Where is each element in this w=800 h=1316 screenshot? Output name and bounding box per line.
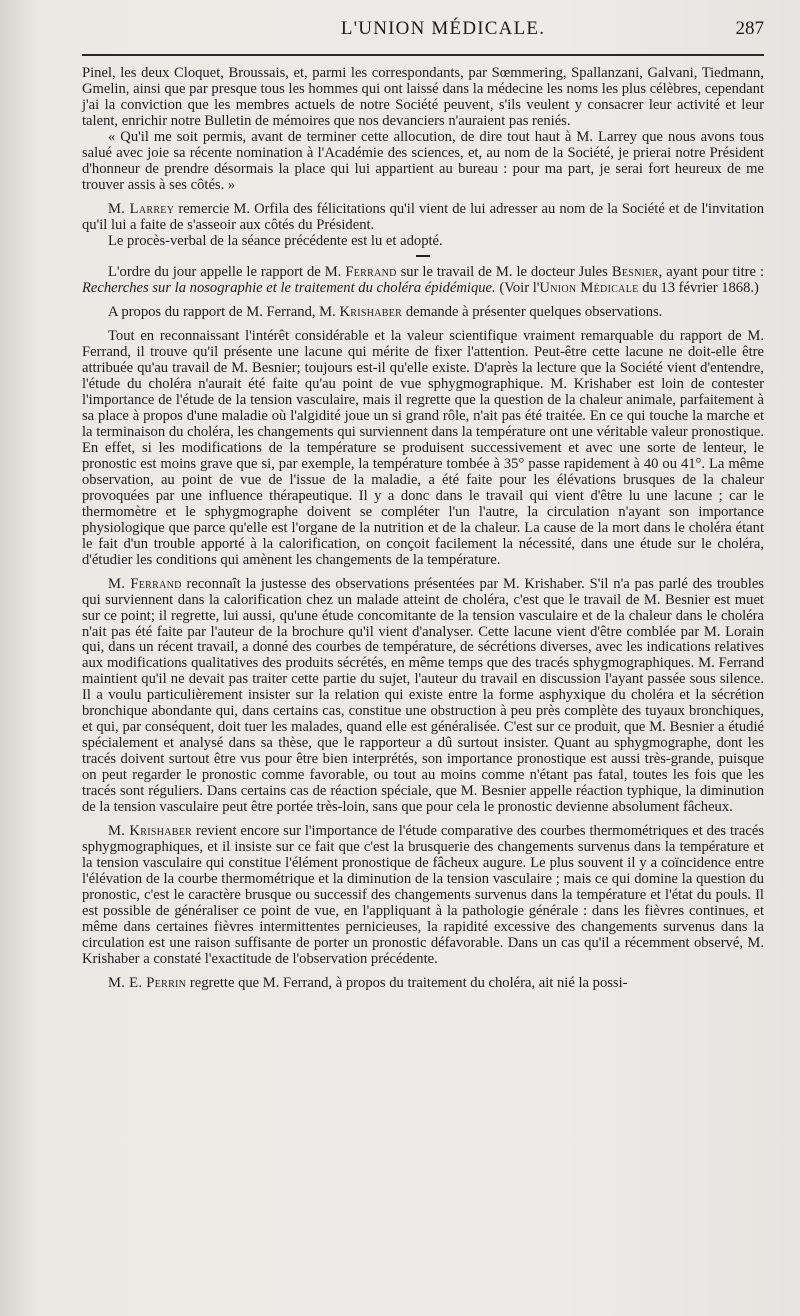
text-segment: , ayant pour titre :	[658, 264, 765, 281]
paragraph-6	[82, 305, 764, 321]
paragraph-9	[82, 824, 764, 968]
text-segment: demande à présenter quelques observations.	[405, 304, 663, 321]
paragraph-text: revient encore sur l'importance de l'étude comparative des courbes thermométriques et des tracés sphygmographiques, et il insiste sur ce fait que c'est la brusquerie des changements survenus dans la température et la tension vasculaire qui constitue l'élément pronostique de fâcheux augure. Le plus souvent il y a coïncidence entre l'élévation de la courbe thermométrique et la diminution de la tension vasculaire ; mais ce qui domine la question du pronostic, c'est le caractère brusque ou successif des changements survenus dans la température et l'état du pouls. Il est possible de généraliser ce point de vue, en l'appliquant à la pathologie générale : dans les fièvres continues, et même dans certaines fièvres intermittentes pernicieuses, la rapidité excessive des changements survenus dans la circulation est une raison suffisante de porter un pronostic défavorable. Dans un cas qu'il a récemment observé, M. Krishaber a constaté l'exactitude de l'observation précédente.	[82, 822, 765, 967]
speaker-name: M. Ferrand	[108, 575, 182, 592]
speaker-name: M. Larrey	[108, 200, 175, 217]
text-segment: sur le travail de M. le docteur Jules	[400, 264, 608, 281]
author-name: Besnier	[611, 264, 659, 281]
text-segment: A propos du rapport de M. Ferrand, M.	[108, 304, 336, 321]
work-title: Recherches sur la nosographie et le traitement du choléra épidémique.	[82, 280, 496, 297]
rapporteur-name: Ferrand	[345, 264, 397, 281]
journal-name: Union Médicale	[539, 280, 639, 297]
text-segment: L'ordre du jour appelle le rapport de M.	[108, 264, 342, 281]
running-title: L'UNION MÉDICALE.	[340, 18, 546, 39]
page-number: 287	[735, 18, 764, 39]
paragraph-7: Tout en reconnaissant l'intérêt considérable et la valeur scientifique vraiment remarquable du rapport de M. Ferrand, il trouve qu'il présente une lacune qui mérite de fixer l'attention. Peut-être cette lacune ne doit-elle être attribuée qu'au travail de M. Besnier; toujours est-il qu'elle existe. D'après la lecture que la Société vient d'entendre, l'étude du choléra n'aurait été faite qu'au point de vue sphygmographique. M. Krishaber est loin de contester l'importance de l'étude de la tension vasculaire, mais il regrette que la question de la chaleur animale, parfaitement à sa place à propos d'une maladie où l'algidité joue un si grand rôle, n'ait pas été traitée. En ce qui touche la marche et la terminaison du choléra, les changements qui surviennent dans la température ont une véritable valeur pronostique. En effet, si les modifications de la température se produisent successivement et avec une sorte de lenteur, le pronostic est moins grave que si, par exemple, la température tombée à 35° passe rapidement à 40 ou 41°. La même observation, au point de vue de l'issue de la maladie, a été faite pour les élévations brusques de la chaleur provoquées par une influence thérapeutique. Il y a donc dans le travail qui vient d'être lu une lacune ; car le thermomètre et le sphygmographe doivent se compléter l'un l'autre, la circulation n'ayant son importance physiologique que parce qu'elle est l'organe de la nutrition et de la chaleur. La cause de la mort dans le choléra étant le fait d'un trouble apporté à la calorification, on conçoit facilement la nécessité, dans une étude sur le choléra, d'étudier les conditions qui amènent les changements de la température.	[82, 328, 764, 568]
paragraph-8	[82, 577, 764, 816]
paragraph-2: « Qu'il me soit permis, avant de terminer cette allocution, de dire tout haut à M. Larrey que nous avons tous salué avec joie sa récente nomination à l'Académie des sciences, et, au nom de la Société, je prierai notre Président d'honneur de prendre désormais la place qui lui appartient au bureau : pour ma part, je serai fort heureux de me trouver assis à ses côtés. »	[82, 128, 764, 193]
paragraph-text: reconnaît la justesse des observations présentées par M. Krishaber. S'il n'a pas parlé des troubles qui surviennent dans la calorification chez un malade atteint de choléra, c'est que le travail de M. Besnier est muet sur ce point; il regrette, lui aussi, qu'une étude concomitante de la tension vasculaire et de la chaleur dans le choléra n'ait pas été faite par l'auteur de la brochure qu'il vient d'analyser. Cette lacune vient d'être comblée par M. Lorain qui, dans un récent travail, a donné des courbes de température, de sécrétions diverses, avec les indications relatives aux modifications qualitatives des produits sécrétés, en même temps que des tracés sphygmographiques. M. Ferrand maintient qu'il ne devait pas traiter cette partie du sujet, l'auteur du travail en discussion l'ayant passée sous silence. Il a voulu particulièrement insister sur la relation qui existe entre la forme asphyxique du choléra et la sécrétion bronchique abondante qui, dans certains cas, constitue une obstruction à peu près complète des tuyaux bronchiques, et qui, par conséquent, doit tuer les malades, quand elle est généralisée. C'est sur ce produit, que M. Besnier a étudié spécialement et analysé dans sa thèse, que le rapporteur a dû surtout insister. Quant au sphygmographe, dont les tracés doivent surtout être vus pour être bien interprétés, son importance pronostique est aussi très-grande, puisque on peut regarder le pronostic comme favorable, ou tout au moins comme n'étant pas fatal, toutes les fois que les tracés sont réguliers. Dans certains cas de réaction spéciale, que M. Besnier appelle réaction typhique, la diminution de la tension vasculaire peut être portée très-loin, sans que pour cela le pronostic devienne absolument fâcheux.	[82, 575, 764, 815]
text-segment: du 13 février 1868.)	[642, 280, 759, 297]
speaker-name: Krishaber	[339, 304, 403, 321]
paragraph-1: Pinel, les deux Cloquet, Broussais, et, parmi les correspondants, par Sœmmering, Spallanzani, Galvani, Tiedmann, Gmelin, ainsi que par presque tous les hommes qui ont laissé dans la médecine les noms les plus célèbres, cependant j'ai la conviction que les membres actuels de notre Société peuvent, s'ils veulent y consacrer leur activité et leur talent, enrichir notre Bulletin de mémoires que nos devanciers n'auraient pas reniés.	[82, 65, 764, 129]
paragraph-text: remercie M. Orfila des félicitations qu'il vient de lui adresser au nom de la Société et de l'invitation qu'il lui a faite de s'asseoir aux côtés du Président.	[82, 200, 764, 233]
text-segment: (Voir l'	[499, 280, 540, 297]
header-rule	[82, 54, 764, 56]
paragraph-3	[82, 202, 764, 234]
speaker-name: M. E. Perrin	[108, 974, 187, 991]
page-header	[82, 18, 764, 46]
paragraph-5	[82, 265, 764, 297]
paragraph-10	[82, 976, 764, 992]
speaker-name: M. Krishaber	[108, 822, 193, 839]
paragraph-4: Le procès-verbal de la séance précédente est lu et adopté.	[108, 232, 443, 249]
section-separator	[416, 255, 430, 257]
paragraph-text: regrette que M. Ferrand, à propos du traitement du choléra, ait nié la possi-	[189, 974, 628, 991]
